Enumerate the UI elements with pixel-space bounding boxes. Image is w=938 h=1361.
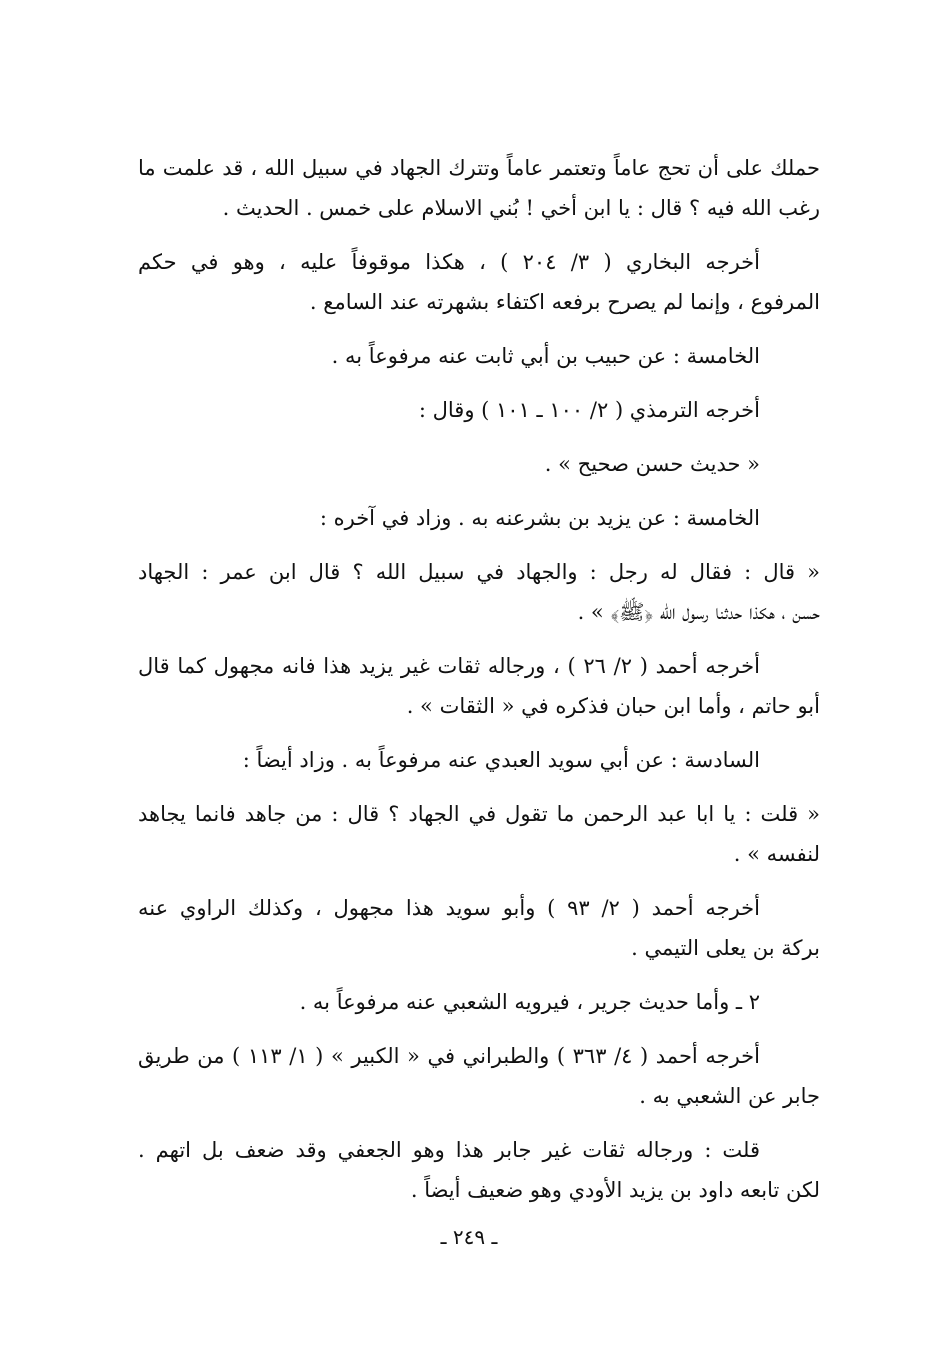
paragraph [138, 794, 820, 874]
text-line: رغب الله فيه ؟ قال : يا ابن أخي ! بُني الاسلام على خمس . الحديث . [222, 196, 820, 220]
paragraph [138, 888, 820, 968]
text-line: حملك على أن تحج عاماً وتعتمر عاماً وتترك الجهاد في سبيل الله ، قد علمت ما [138, 156, 820, 180]
paragraph [138, 242, 820, 322]
paragraph [138, 336, 820, 376]
text-line: أخرجه البخاري ( ٣/ ٢٠٤ ) ، هكذا موقوفاً عليه ، وهو في حكم [138, 250, 760, 274]
text-line: أخرجه الترمذي ( ٢/ ١٠٠ ـ ١٠١ ) وقال : [418, 398, 760, 422]
text-line: لنفسه » . [733, 842, 820, 866]
text-line: « قال : فقال له رجل : والجهاد في سبيل الله ؟ قال ابن عمر : الجهاد [138, 560, 820, 584]
text-line: السادسة : عن أبي سويد العبدي عنه مرفوعاً به . وزاد أيضاً : [242, 748, 760, 772]
paragraph [138, 1130, 820, 1210]
text-line: ٢ ـ وأما حديث جرير ، فيرويه الشعبي عنه مرفوعاً به . [299, 990, 760, 1014]
text-line: أخرجه أحمد ( ٢/ ٩٣ ) وأبو سويد هذا مجهول ، وكذلك الراوي عنه [138, 896, 760, 920]
page-number: ـ ٢٤٩ ـ [440, 1225, 498, 1249]
text-line: أبو حاتم ، وأما ابن حبان فذكره في « الثقات » . [406, 694, 820, 718]
text-line: المرفوع ، وإنما لم يصرح برفعه اكتفاء بشهرته عند السامع . [309, 290, 820, 314]
text-line: بركة بن يعلى التيمي . [631, 936, 820, 960]
paragraph [138, 646, 820, 726]
text-line: أخرجه أحمد ( ٢/ ٢٦ ) ، ورجاله ثقات غير يزيد هذا فانه مجهول كما قال [138, 654, 760, 678]
text-line: أخرجه أحمد ( ٤/ ٣٦٣ ) والطبراني في « الكبير » ( ١/ ١١٣ ) من طريق [138, 1044, 760, 1068]
paragraph [138, 498, 820, 538]
paragraph [138, 740, 820, 780]
body-text [138, 148, 820, 1224]
paragraph [138, 1036, 820, 1116]
text-line: « حديث حسن صحيح » . [544, 452, 760, 476]
paragraph [138, 444, 820, 484]
text-line: جابر عن الشعبي به . [639, 1084, 820, 1108]
text-line: قلت : ورجاله ثقات غير جابر هذا وهو الجعفي وقد ضعف بل اتهم . [138, 1138, 760, 1162]
text-line: الخامسة : عن يزيد بن بشرعنه به . وزاد في آخره : [319, 506, 760, 530]
paragraph [138, 982, 820, 1022]
text-line: حسن ، هكذا حدثنا رسول الله ﴿ﷺ﴾ » . [577, 600, 820, 624]
text-line: « قلت : يا ابا عبد الرحمن ما تقول في الجهاد ؟ قال : من جاهد فانما يجاهد [138, 802, 820, 826]
paragraph [138, 390, 820, 430]
paragraph [138, 148, 820, 228]
text-line: لكن تابعه داود بن يزيد الأودي وهو ضعيف أيضاً . [410, 1178, 820, 1202]
paragraph [138, 552, 820, 632]
text-line: الخامسة : عن حبيب بن أبي ثابت عنه مرفوعاً به . [331, 344, 760, 368]
